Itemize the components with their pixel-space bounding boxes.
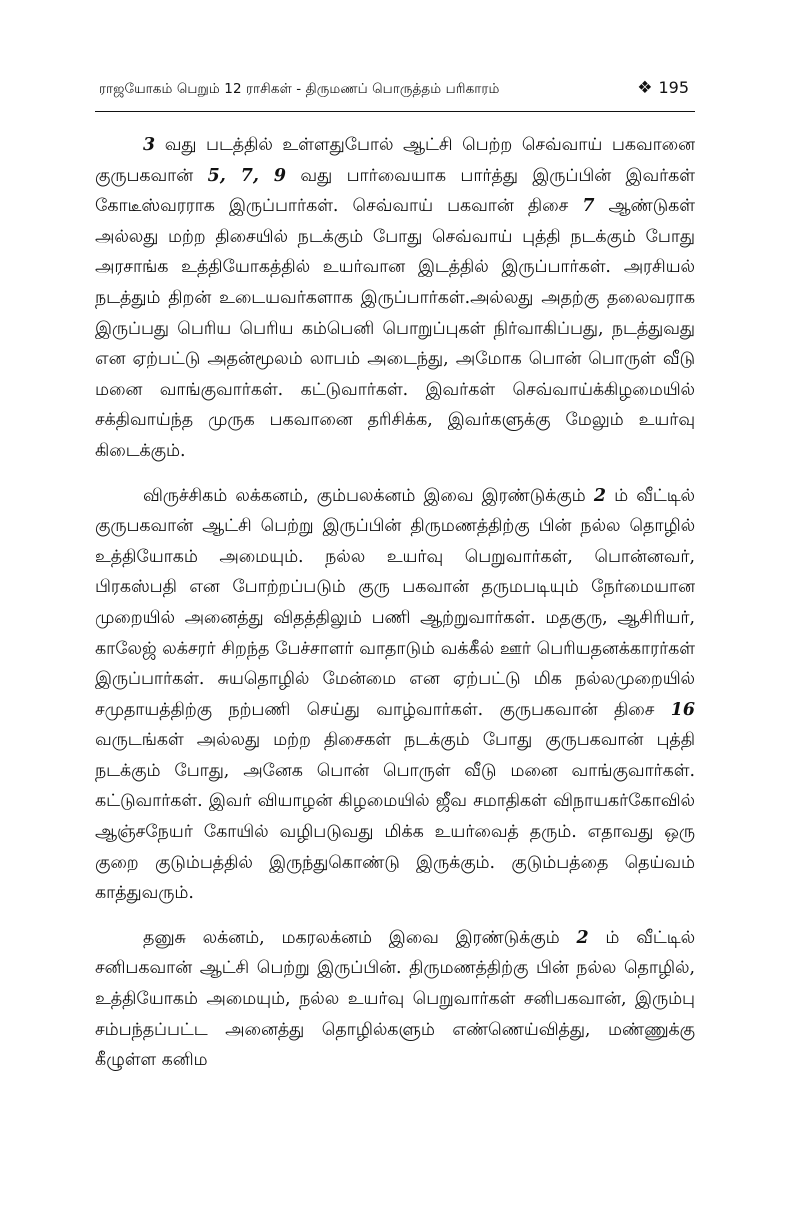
number: 16: [670, 699, 695, 720]
text-run: வருடங்கள் அல்லது மற்ற திசைகள் நடக்கும் போது குருபகவான் புத்தி நடக்கும் போது, அனேக பொன் பொருள் வீடு மனை வாங்குவார்கள். கட்டுவார்கள். இவர் வியாழன் கிழமையில் ஜீவ சமாதிகள் விநாயகர்கோவில் ஆஞ்சநேயர் கோயில் வழிபடுவது மிக்க உயர்வைத் தரும். எதாவது ஒரு குறை குடும்பத்தில் இருந்துகொண்டு இருக்கும். குடும்பத்தை தெய்வம் காத்துவரும்.: [95, 730, 695, 904]
text-run: வது படத்தில் உள்ளதுபோல் ஆட்சி பெற்ற செவ்வாய் பகவானை குருபகவான்: [95, 135, 695, 186]
number: 3: [143, 135, 156, 155]
header-rule: [95, 111, 695, 112]
number: 2: [593, 485, 606, 506]
paragraph: [95, 923, 695, 1076]
page-number: 195: [658, 78, 689, 97]
text-run: ஆண்டுகள் அல்லது மற்ற திசையில் நடக்கும் போது செவ்வாய் புத்தி நடக்கும் போது அரசாங்க உத்தியோகத்தில் உயர்வான இடத்தில் இருப்பார்கள். அரசியல் நடத்தும் திறன் உடையவர்களாக இருப்பார்கள்.அல்லது அதற்கு தலைவராக இருப்பது பெரிய பெரிய கம்பெனி பொறுப்புகள் நிர்வாகிப்பது, நடத்துவது என ஏற்பட்டு அதன்மூலம் லாபம் அடைந்து, அமோக பொன் பொருள் வீடு மனை வாங்குவார்கள். கட்டுவார்கள். இவர்கள் செவ்வாய்க்கிழமையில் சக்திவாய்ந்த முருக பகவானை தரிசிக்க, இவர்களுக்கு மேலும் உயர்வு கிடைக்கும்.: [95, 196, 695, 461]
text-run: ம் வீட்டில் சனிபகவான் ஆட்சி பெற்று இருப்பின். திருமணத்திற்கு பின் நல்ல தொழில், உத்தியோகம் அமையும், நல்ல உயர்வு பெறுவார்கள் சனிபகவான், இரும்பு சம்பந்தப்பட்ட அனைத்து தொழில்களும் எண்ணெய்வித்து, மண்ணுக்கு கீழுள்ள கனிம: [95, 927, 695, 1071]
number: 5, 7, 9: [207, 165, 286, 186]
page-number-group: [637, 78, 689, 98]
body-text: [95, 130, 695, 1076]
text-run: வது பார்வையாக பார்த்து இருப்பின் இவர்கள் கோடீஸ்வரராக இருப்பார்கள். செவ்வாய் பகவான் திசை: [95, 165, 695, 217]
paragraph: [95, 130, 695, 467]
text-run: ம் வீட்டில் குருபகவான் ஆட்சி பெற்று இருப்பின் திருமணத்திற்கு பின் நல்ல தொழில் உத்தியோகம் அமையும். நல்ல உயர்வு பெறுவார்கள், பொன்னவர், பிரகஸ்பதி என போற்றப்படும் குரு பகவான் தருமபடியும் நேர்மையான முறையில் அனைத்து விதத்திலும் பணி ஆற்றுவார்கள். மதகுரு, ஆசிரியர், காலேஜ் லக்சரர் சிறந்த பேச்சாளர் வாதாடும் வக்கீல் ஊர் பெரியதனக்காரர்கள் இருப்பார்கள். சுயதொழில் மேன்மை என ஏற்பட்டு மிக நல்லமுறையில் சமுதாயத்திற்கு நற்பணி செய்து வாழ்வார்கள். குருபகவான் திசை: [95, 485, 695, 720]
paragraph: [95, 481, 695, 909]
running-header: [95, 78, 695, 99]
book-page: [95, 78, 695, 1090]
text-run: தனுசு லக்னம், மகரலக்னம் இவை இரண்டுக்கும்: [143, 927, 577, 948]
diamond-ornament-icon: ❖: [637, 78, 653, 98]
number: 2: [576, 927, 589, 948]
chapter-title: ராஜயோகம் பெறும் 12 ராசிகள் - திருமணப் பொருத்தம் பரிகாரம்: [99, 81, 500, 97]
number: 7: [582, 196, 595, 217]
text-run: விருச்சிகம் லக்கனம், கும்பலக்னம் இவை இரண்டுக்கும்: [143, 485, 594, 506]
